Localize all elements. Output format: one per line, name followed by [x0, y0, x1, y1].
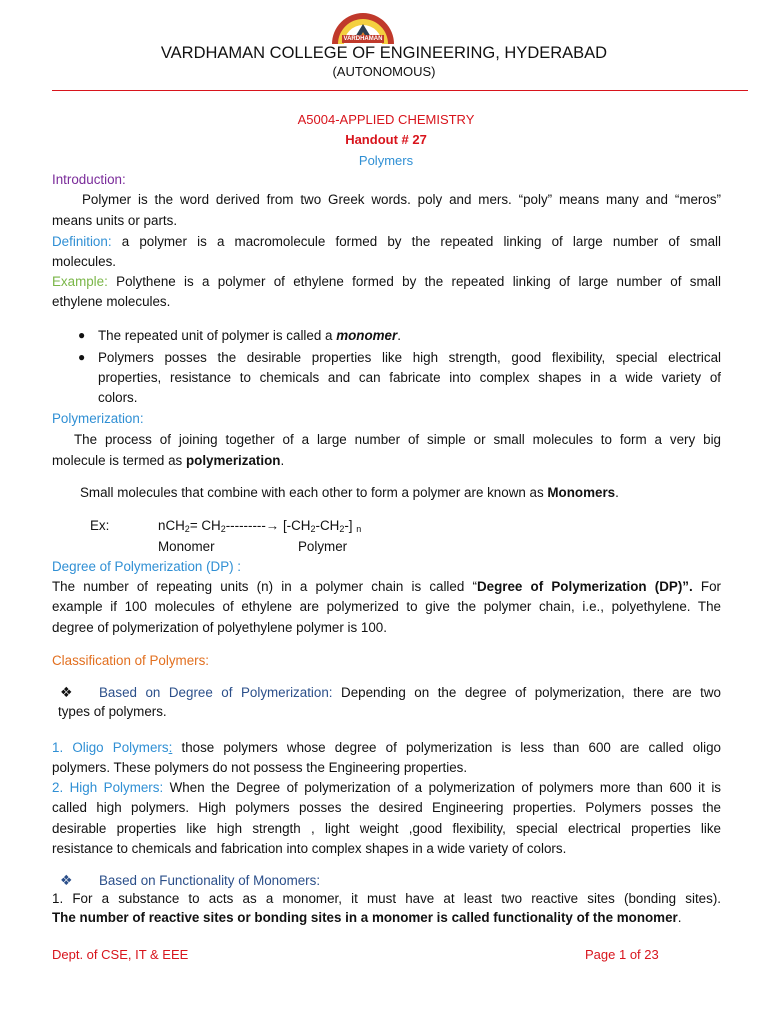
polymerization-line-2: [52, 452, 284, 470]
polymerization-line-2-text: molecule is termed as: [52, 453, 186, 468]
footer-dept: Dept. of CSE, IT & EEE: [52, 947, 189, 962]
high-line-2: called high polymers. High polymers posses the desired Engineering properties. Polymers posses the: [52, 800, 721, 815]
bullet-dot-1: ●: [78, 328, 86, 342]
dp-line-3: degree of polymerization of polyethylene polymer is 100.: [52, 620, 387, 635]
dop-line-1: [99, 684, 721, 702]
polymerization-equation: $nCH_2= CH_2---------\to [-CH_2-CH_2-]$ $_n$: [158, 518, 362, 534]
dp-line-1-text: The number of repeating units (n) in a polymer chain is called “: [52, 579, 477, 594]
func-line-1: 1. For a substance to acts as a monomer, it must have at least two reactive sites (bonding sites).: [52, 891, 721, 906]
definition-label: Definition:: [52, 234, 112, 249]
course-title: A5004-APPLIED CHEMISTRY: [297, 112, 475, 127]
polymerization-line-1: The process of joining together of a large number of simple or small molecules to form a very big: [74, 432, 721, 447]
polymer-label: Polymer: [298, 539, 348, 554]
bullet-2-line-3: colors.: [98, 390, 138, 405]
small-molecules-end: .: [615, 485, 619, 500]
dp-line-1-end: For: [692, 579, 722, 594]
polymerization-term: polymerization: [185, 453, 281, 468]
handout-number: Handout # 27: [345, 132, 427, 147]
autonomous-label: (AUTONOMOUS): [332, 64, 436, 79]
header-rule: [52, 90, 748, 91]
intro-line-1: Polymer is the word derived from two Greek words. poly and mers. “poly” means many and “meros”: [82, 192, 721, 207]
monomer-term: monomer: [336, 328, 398, 343]
dp-line-1: [52, 578, 721, 596]
oligo-colon: :: [168, 740, 173, 755]
bullet-1-text: The repeated unit of polymer is called a: [98, 328, 337, 343]
diamond-bullet-1: ❖: [60, 684, 73, 700]
diamond-bullet-2: ❖: [60, 872, 73, 888]
oligo-line-2: polymers. These polymers do not possess the Engineering properties.: [52, 760, 468, 775]
small-molecules-line: [80, 484, 619, 502]
dop-label: Based on Degree of Polymerization:: [99, 685, 333, 700]
oligo-line-1: [52, 739, 721, 757]
high-line-3: desirable properties like high strength , light weight ,good flexibility, special electrical properties like: [52, 821, 721, 836]
dp-heading: Degree of Polymerization (DP) :: [52, 559, 242, 574]
small-molecules-text: Small molecules that combine with each other to form a polymer are known as: [80, 485, 548, 500]
func-definition: The number of reactive sites or bonding sites in a monomer is called functionality of the monomer: [52, 910, 678, 925]
func-label: Based on Functionality of Monomers:: [99, 873, 321, 888]
oligo-label: 1. Oligo Polymers: [52, 740, 169, 755]
oligo-text: those polymers whose degree of polymerization is less than 600 are called oligo: [181, 740, 721, 755]
dp-line-2: example if 100 molecules of ethylene are polymerized to give the polymer chain, i.e., polyethylene. The: [52, 599, 721, 614]
topic-title: Polymers: [358, 153, 414, 168]
dop-line-2: types of polymers.: [58, 704, 167, 719]
intro-heading: Introduction:: [52, 172, 126, 187]
logo-text: VARDHAMAN: [343, 36, 383, 42]
bullet-2-line-2: properties, resistance to chemicals and can fabricate into complex shapes in a wide variety of: [98, 370, 721, 385]
func-line-2: [52, 909, 682, 927]
definition-line-2: molecules.: [52, 254, 117, 269]
high-line-1: [52, 779, 721, 797]
example-text: Polythene is a polymer of ethylene formed by the repeated linking of large number of small: [116, 274, 721, 289]
bullet-2-line-1: Polymers posses the desirable properties like high strength, good flexibility, special electrical: [98, 350, 721, 365]
bullet-dot-2: ●: [78, 350, 86, 364]
dop-text: Depending on the degree of polymerization, there are two: [341, 685, 721, 700]
college-logo: [328, 2, 398, 46]
example-label: Example:: [52, 274, 108, 289]
monomer-label: Monomer: [158, 539, 215, 554]
classification-heading: Classification of Polymers:: [52, 653, 210, 668]
dp-term: Degree of Polymerization (DP)”.: [476, 579, 693, 594]
definition-text: a polymer is a macromolecule formed by the repeated linking of large number of small: [121, 234, 721, 249]
high-line-4: resistance to chemicals and fabrication into complex shapes in a wide variety of colors.: [52, 841, 567, 856]
bullet-1-end: .: [397, 328, 401, 343]
high-label: 2. High Polymers:: [52, 780, 164, 795]
bullet-1: [98, 327, 401, 345]
example-ex-label: Ex:: [90, 518, 110, 533]
high-text: When the Degree of polymerization of a polymerization of polymers more than 600 it is: [169, 780, 721, 795]
intro-line-2: means units or parts.: [52, 213, 178, 228]
college-name: VARDHAMAN COLLEGE OF ENGINEERING, HYDERABAD: [160, 44, 608, 62]
polymerization-heading: Polymerization:: [52, 411, 144, 426]
monomers-term: Monomers: [547, 485, 616, 500]
footer-page-number: Page 1 of 23: [585, 947, 659, 962]
definition-line-1: [52, 233, 721, 251]
polymerization-line-2-end: .: [280, 453, 285, 468]
example-line-2: ethylene molecules.: [52, 294, 171, 309]
example-line-1: [52, 273, 721, 291]
func-line-2-end: .: [677, 910, 682, 925]
